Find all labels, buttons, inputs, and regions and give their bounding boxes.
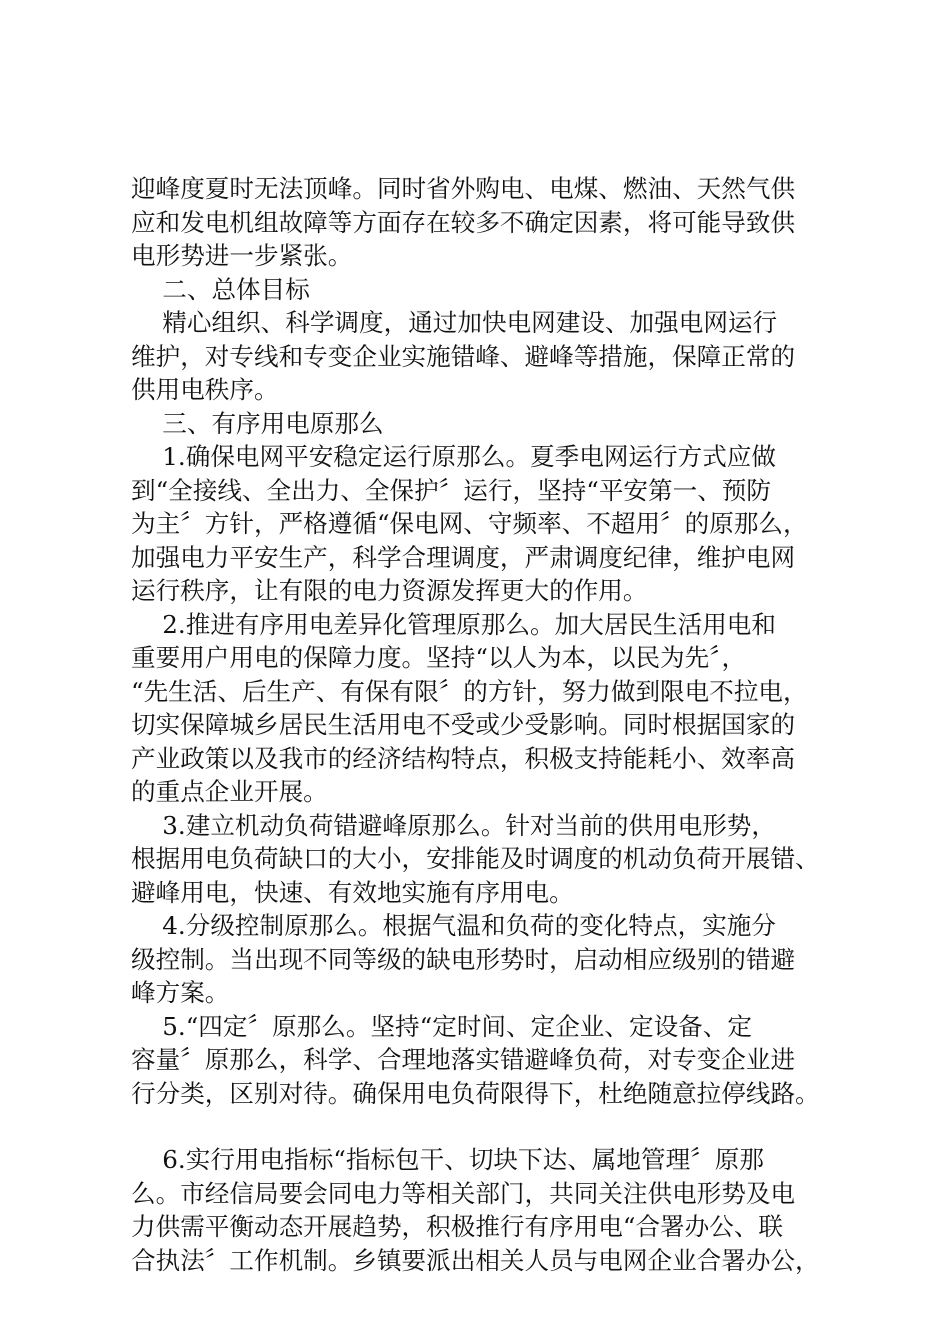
text-line: 2.推进有序用电差异化管理原那么。加大居民生活用电和 <box>131 609 776 639</box>
text-line: 迎峰度夏时无法顶峰。同时省外购电、电煤、燃油、天然气供 <box>131 174 796 203</box>
text-line: 峰方案。 <box>131 978 230 1007</box>
text-line: 力供需平衡动态开展趋势，积极推行有序用电“合署办公、联 <box>131 1212 784 1241</box>
text-line: 合执法〞工作机制。乡镇要派出相关人员与电网企业合署办公， <box>131 1245 820 1275</box>
text-line: 行分类，区别对待。确保用电负荷限得下，杜绝随意拉停线路。 <box>131 1078 820 1108</box>
text-line: 1.确保电网平安稳定运行原那么。夏季电网运行方式应做 <box>131 442 776 471</box>
text-line: 到“全接线、全出力、全保护〞运行，坚持“平安第一、预防 <box>131 475 771 505</box>
text-line: 维护，对专线和专变企业实施错峰、避峰等措施，保障正常的 <box>131 341 796 371</box>
text-line: 的重点企业开展。 <box>131 777 328 806</box>
text-line: 4.分级控制原那么。根据气温和负荷的变化特点，实施分 <box>131 911 776 940</box>
text-line: 电形势进一步紧张。 <box>131 241 353 270</box>
text-line: 重要用户用电的保障力度。坚持“以人为本，以民为先〞， <box>131 643 747 672</box>
text-line: 避峰用电，快速、有效地实施有序用电。 <box>131 877 574 907</box>
text-line: 加强电力平安生产，科学合理调度，严肃调度纪律，维护电网 <box>131 542 796 572</box>
document-body <box>131 172 831 1277</box>
text-line: 容量〞原那么，科学、合理地落实错避峰负荷，对专变企业进 <box>131 1045 796 1074</box>
text-line: 级控制。当出现不同等级的缺电形势时，启动相应级别的错避 <box>131 944 796 974</box>
text-line: “先生活、后生产、有保有限〞的方针，努力做到限电不拉电， <box>131 676 808 706</box>
text-line: 运行秩序，让有限的电力资源发挥更大的作用。 <box>131 576 648 605</box>
text-line: 精心组织、科学调度，通过加快电网建设、加强电网运行 <box>131 308 778 337</box>
text-line: 5.“四定〞原那么。坚持“定时间、定企业、定设备、定 <box>131 1011 752 1041</box>
text-line: 为主〞方针，严格遵循“保电网、守频率、不超用〞的原那么， <box>131 509 808 538</box>
text-line: 产业政策以及我市的经济结构特点，积极支持能耗小、效率高 <box>131 743 796 773</box>
section-heading: 二、总体目标 <box>131 274 310 304</box>
text-line: 6.实行用电指标“指标包干、切块下达、属地管理〞原那 <box>131 1145 764 1174</box>
text-line: 根据用电负荷缺口的大小，安排能及时调度的机动负荷开展错、 <box>131 844 820 873</box>
text-line: 3.建立机动负荷错避峰原那么。针对当前的供用电形势， <box>131 810 776 840</box>
text-line: 应和发电机组故障等方面存在较多不确定因素，将可能导致供 <box>131 207 796 237</box>
text-line: 么。市经信局要会同电力等相关部门，共同关注供电形势及电 <box>131 1178 796 1208</box>
text-line: 切实保障城乡居民生活用电不受或少受影响。同时根据国家的 <box>131 710 796 739</box>
section-heading: 三、有序用电原那么 <box>131 408 384 438</box>
text-line: 供用电秩序。 <box>131 375 279 404</box>
